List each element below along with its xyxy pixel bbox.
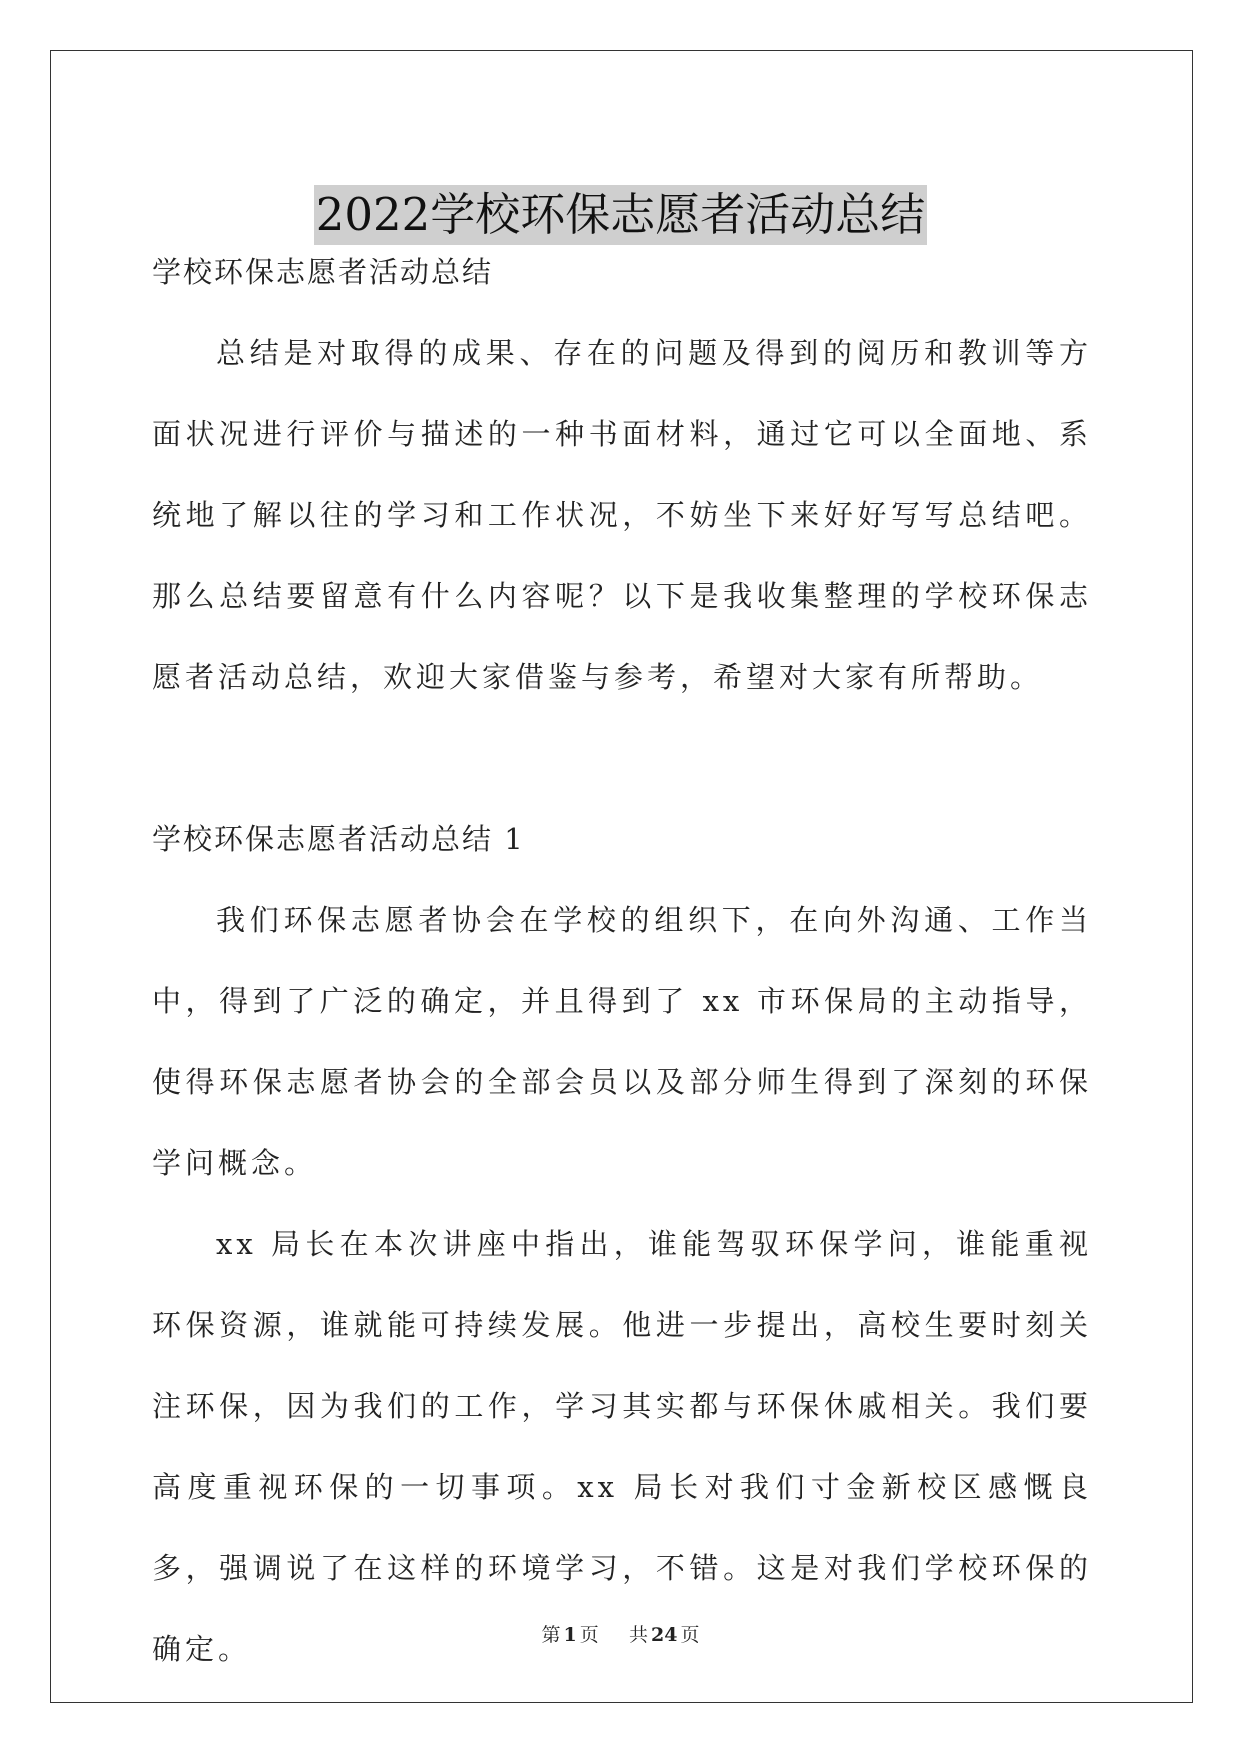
document-subtitle: 学校环保志愿者活动总结 [152,255,494,289]
page-suffix: 页 [579,1624,599,1646]
page-prefix: 第 [541,1624,561,1646]
section-1-paragraph-2: xx 局长在本次讲座中指出，谁能驾驭环保学问，谁能重视环保资源，谁就能可持续发展。他进一步提出，高校生要时刻关注环保，因为我们的工作，学习其实都与环保休戚相关。我们要高度重视环保的一切事项。xx 局长对我们寸金新校区感慨良多，强调说了在这样的环境学习，不错。这是对我们学校环保的确定。 [152,1227,1092,1666]
page-current: 1 [563,1624,577,1646]
intro-paragraph: 总结是对取得的成果、存在的问题及得到的阅历和教训等方面状况进行评价与描述的一种书面材料，通过它可以全面地、系统地了解以往的学习和工作状况，不妨坐下来好好写写总结吧。那么总结要留意有什么内容呢？以下是我收集整理的学校环保志愿者活动总结，欢迎大家借鉴与参考，希望对大家有所帮助。 [152,336,1092,694]
page-footer [0,1620,1241,1647]
total-suffix: 页 [680,1624,700,1646]
document-body [152,232,1092,1690]
document-title: 2022学校环保志愿者活动总结 [314,185,928,245]
section-1-heading: 学校环保志愿者活动总结 1 [152,822,525,856]
page-total: 24 [651,1624,678,1646]
section-spacer [152,718,1092,799]
section-1-paragraph-1: 我们环保志愿者协会在学校的组织下，在向外沟通、工作当中，得到了广泛的确定，并且得到了 xx 市环保局的主动指导，使得环保志愿者协会的全部会员以及部分师生得到了深刻的环保学问概念。 [152,903,1092,1180]
total-prefix: 共 [628,1624,648,1646]
